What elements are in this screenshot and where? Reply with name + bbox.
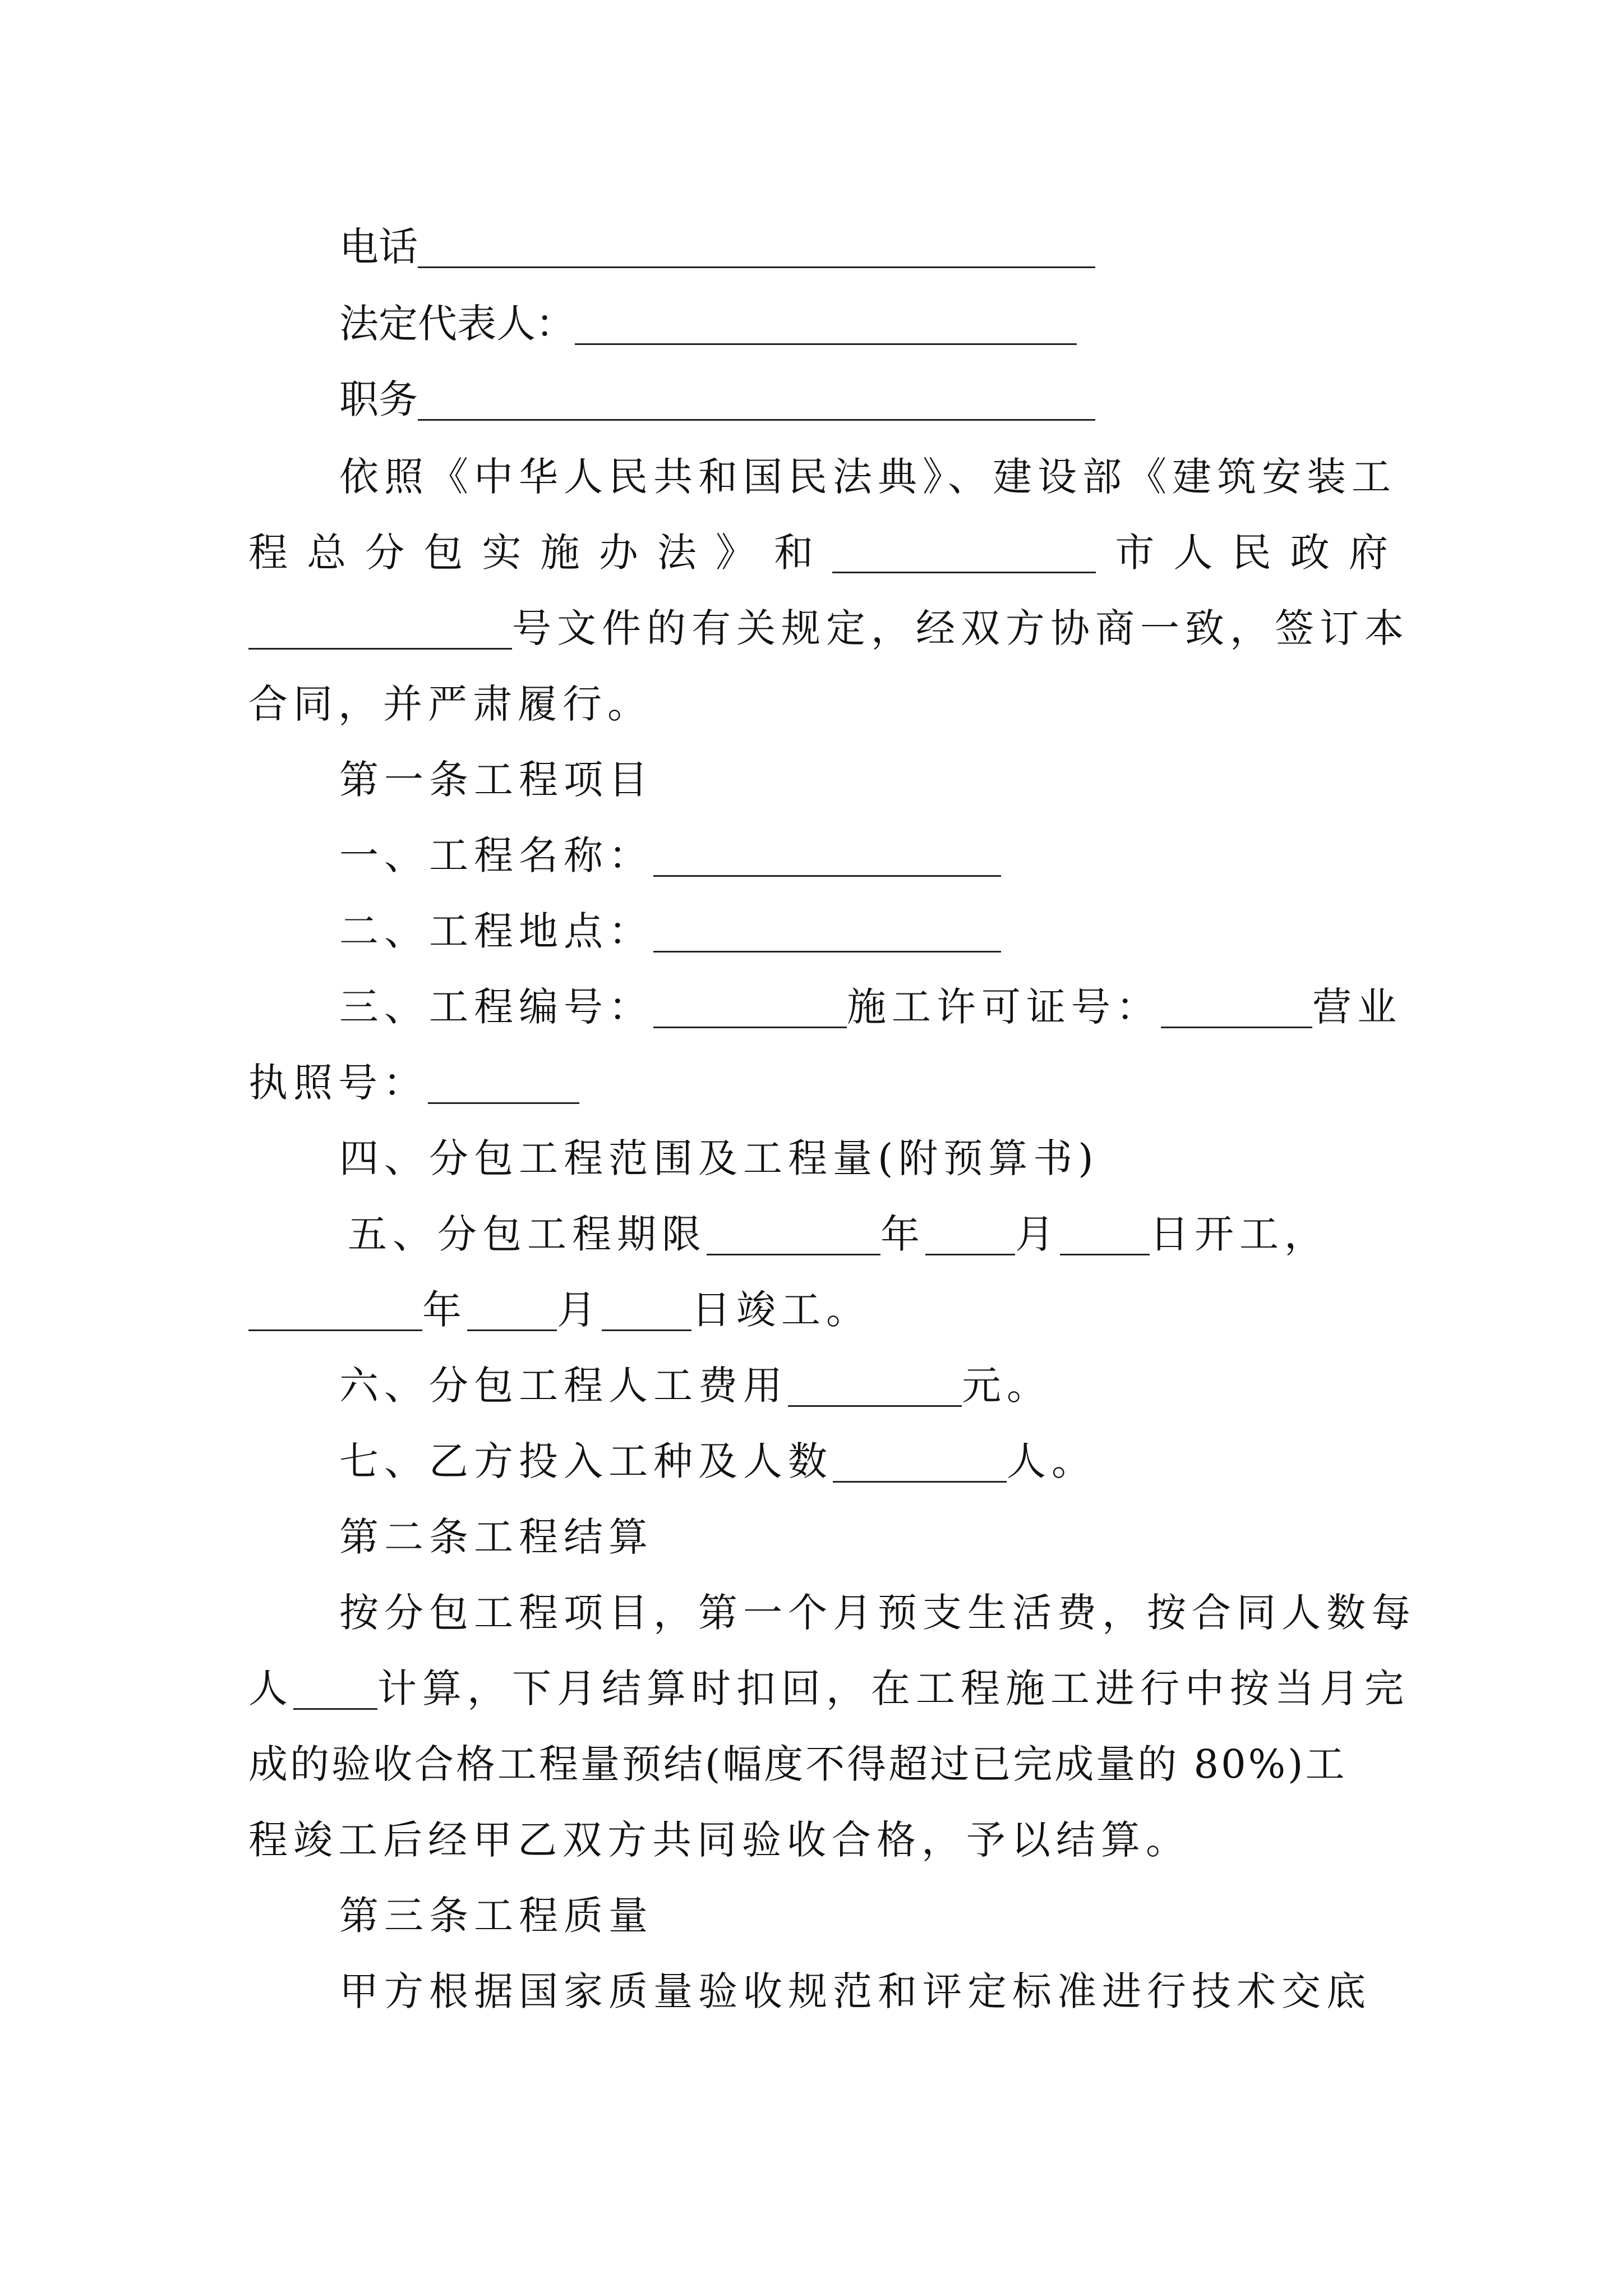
preamble-char: 分 (365, 530, 405, 576)
settlement-line-2-prefix: 人 (248, 1665, 293, 1711)
settlement-line-4: 程竣工后经甲乙双方共同验收合格，予以结算。 (248, 1817, 1191, 1863)
preamble-char: 法 (657, 530, 697, 576)
end-year-blank[interactable] (248, 1290, 422, 1331)
license-number-row (248, 1052, 579, 1114)
project-location-row (339, 900, 1001, 962)
preamble-char: 政 (1290, 530, 1330, 576)
month-label: 月 (557, 1287, 602, 1333)
license-label-part-2: 执照号： (248, 1060, 428, 1106)
permit-number-blank[interactable] (1161, 987, 1312, 1028)
preamble-char: 包 (423, 530, 463, 576)
project-name-blank[interactable] (653, 836, 1001, 877)
position-label: 职务 (339, 376, 418, 422)
end-day-blank[interactable] (602, 1290, 691, 1331)
settlement-line-3: 成的验收合格工程量预结(幅度不得超过已完成量的 80%)工 (248, 1741, 1347, 1787)
end-day-label: 日竣工。 (691, 1287, 871, 1333)
settlement-line-2-text: 计算，下月结算时扣回，在工程施工进行中按当月完 (377, 1665, 1409, 1711)
legal-rep-blank[interactable] (575, 304, 1077, 345)
preamble-line-1: 依照《中华人民共和国民法典》、建设部《建筑安装工 (339, 454, 1396, 500)
project-name-row (339, 825, 1001, 886)
project-number-row (339, 976, 1402, 1038)
year-label: 年 (422, 1287, 467, 1333)
project-number-label: 三、工程编号： (339, 984, 653, 1030)
labor-cost-unit: 元。 (962, 1363, 1052, 1409)
period-end-row (248, 1279, 871, 1341)
preamble-char: 总 (307, 530, 347, 576)
workers-blank[interactable] (833, 1442, 1007, 1483)
labor-cost-label: 六、分包工程人工费用 (339, 1363, 788, 1409)
article-1-heading: 第一条工程项目 (339, 757, 653, 803)
start-day-label: 日开工， (1150, 1211, 1329, 1257)
end-month-blank[interactable] (467, 1290, 557, 1331)
preamble-char: 实 (482, 530, 522, 576)
labor-cost-row (339, 1355, 1052, 1416)
position-blank[interactable] (418, 380, 1095, 421)
position-field-row (339, 369, 1095, 430)
living-allowance-blank[interactable] (293, 1669, 377, 1710)
preamble-line-3-text: 号文件的有关规定，经双方协商一致，签订本 (512, 605, 1409, 651)
start-day-blank[interactable] (1060, 1214, 1150, 1255)
preamble-char: 民 (1232, 530, 1271, 576)
license-label-part-1: 营业 (1312, 984, 1402, 1030)
period-label: 五、分包工程期限 (348, 1211, 707, 1257)
workers-unit: 人。 (1007, 1438, 1096, 1484)
workers-label: 七、乙方投入工种及人数 (339, 1438, 833, 1484)
preamble-line-3 (248, 597, 1409, 659)
labor-cost-blank[interactable] (788, 1366, 962, 1407)
preamble-line-2 (248, 522, 1388, 583)
month-label: 月 (1015, 1211, 1060, 1257)
preamble-char: 施 (540, 530, 580, 576)
phone-blank[interactable] (418, 227, 1095, 268)
preamble-char: 办 (598, 530, 638, 576)
settlement-line-1: 按分包工程项目，第一个月预支生活费，按合同人数每 (339, 1590, 1416, 1636)
preamble-char: 程 (248, 530, 288, 576)
license-number-blank[interactable] (428, 1063, 579, 1104)
city-blank[interactable] (832, 532, 1096, 573)
project-number-blank[interactable] (653, 987, 847, 1028)
article-2-heading: 第二条工程结算 (339, 1514, 653, 1560)
start-month-blank[interactable] (925, 1214, 1015, 1255)
preamble-char: 和 (774, 530, 814, 576)
document-number-blank[interactable] (248, 609, 512, 650)
period-row (348, 1203, 1329, 1265)
quality-line-1: 甲方根据国家质量验收规范和评定标准进行技术交底 (339, 1968, 1371, 2014)
project-name-label: 一、工程名称： (339, 832, 653, 878)
project-location-label: 二、工程地点： (339, 908, 653, 954)
scope-row: 四、分包工程范围及工程量(附预算书) (339, 1135, 1099, 1181)
article-3-heading: 第三条工程质量 (339, 1893, 653, 1939)
preamble-char: 人 (1173, 530, 1213, 576)
preamble-char: 》 (716, 530, 755, 576)
legal-rep-label: 法定代表人： (339, 301, 575, 347)
preamble-line-4: 合同，并严肃履行。 (248, 681, 652, 727)
phone-label: 电话 (339, 224, 418, 270)
preamble-char: 市 (1115, 530, 1155, 576)
preamble-char: 府 (1348, 530, 1388, 576)
settlement-line-2 (248, 1658, 1409, 1719)
legal-rep-field-row (339, 293, 1077, 355)
permit-number-label: 施工许可证号： (847, 984, 1161, 1030)
phone-field-row (339, 216, 1095, 278)
workers-row (339, 1430, 1096, 1492)
project-location-blank[interactable] (653, 912, 1001, 953)
year-label: 年 (880, 1211, 925, 1257)
start-year-blank[interactable] (707, 1214, 880, 1255)
